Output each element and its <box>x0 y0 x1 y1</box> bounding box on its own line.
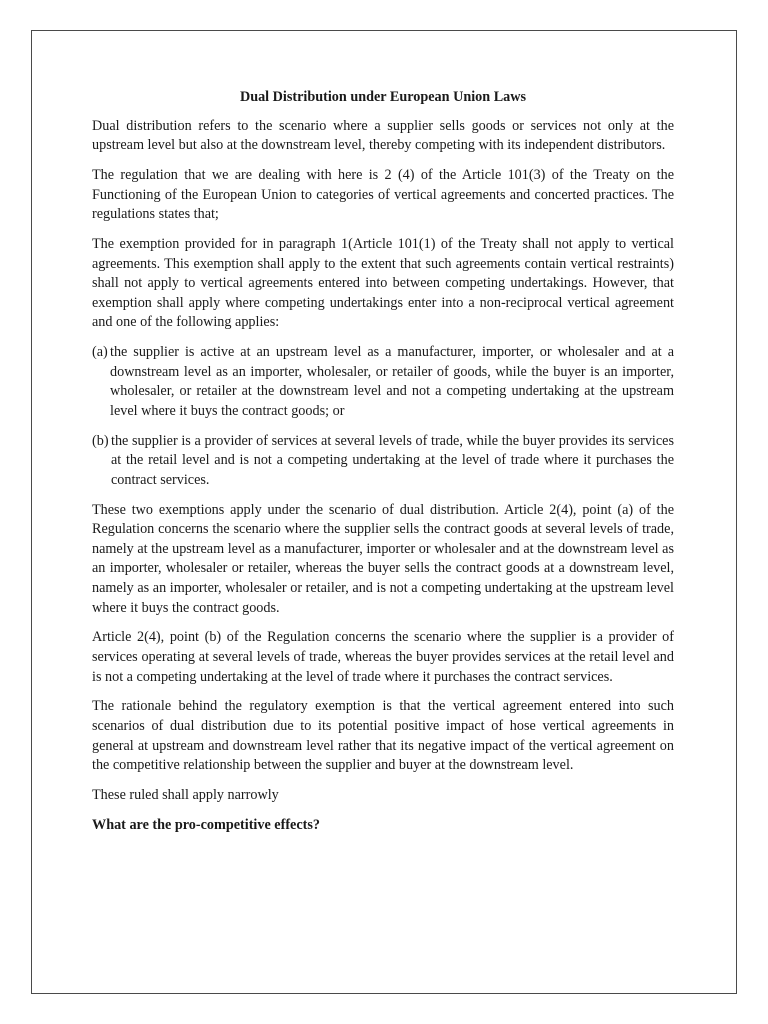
paragraph-rationale: The rationale behind the regulatory exemption is that the vertical agreement entered into such scenarios of dual distribution due to its potential positive impact of hose vertical agreements in general at upstream and downstream level rather that its negative impact of the vertical agreement on the competitive relationship between the supplier and buyer at the downstream level. <box>92 698 674 774</box>
list-marker-b: (b) <box>92 432 109 449</box>
paragraph-definition: Dual distribution refers to the scenario where a supplier sells goods or services not only at the upstream level but also at the downstream level, thereby competing with its independent distributors. <box>92 117 674 154</box>
list-text-a: the supplier is active at an upstream level as a manufacturer, importer, or wholesaler and at a downstream level as an importer, wholesaler, or retailer of goods, while the buyer is an importer, wholesaler, or retailer at the downstream level and not a competing undertaking at the upstream level where it buys the contract goods; or <box>110 344 674 419</box>
document-title: Dual Distribution under European Union Laws <box>239 89 527 105</box>
list-text-b: the supplier is a provider of services at several levels of trade, while the buyer provides its services at the retail level and is not a competing undertaking at the level of trade where it purchases the contract services. <box>111 432 674 488</box>
paragraph-regulation: The regulation that we are dealing with here is 2 (4) of the Article 101(3) of the Treaty on the Functioning of the European Union to categories of vertical agreements and concerted practices. The regulations states that; <box>92 166 674 223</box>
question-heading: What are the pro-competitive effects? <box>92 816 320 833</box>
document-body <box>92 88 674 835</box>
paragraph-exemption: The exemption provided for in paragraph 1(Article 101(1) of the Treaty shall not apply to vertical agreements. This exemption shall apply to the extent that such agreements contain vertical restraints) shall not apply to vertical agreements entered into between competing undertakings. However, that exemption shall apply where competing undertakings enter into a non-reciprocal vertical agreement and one of the following applies: <box>92 235 674 331</box>
list-item-a <box>92 343 674 421</box>
paragraph-narrow-rule: These ruled shall apply narrowly <box>92 786 279 803</box>
list-marker-a: (a) <box>92 344 108 361</box>
list-item-b <box>92 432 674 491</box>
paragraph-point-b: Article 2(4), point (b) of the Regulation concerns the scenario where the supplier is a provider of services operating at several levels of trade, whereas the buyer provides services at the retail level and is not a competing undertaking at the level of trade where it purchases the contract services. <box>92 629 674 685</box>
paragraph-two-exemptions: These two exemptions apply under the scenario of dual distribution. Article 2(4), point (a) of the Regulation concerns the scenario where the supplier sells the contract goods at several levels of trade, namely at the upstream level as a manufacturer, importer or wholesaler and at the downstream level as an importer, wholesaler or retailer, whereas the buyer sells the contract goods at a downstream level, namely as an importer, wholesaler or retailer, and is not a competing undertaking at the upstream level where it buys the contract goods. <box>92 501 674 616</box>
